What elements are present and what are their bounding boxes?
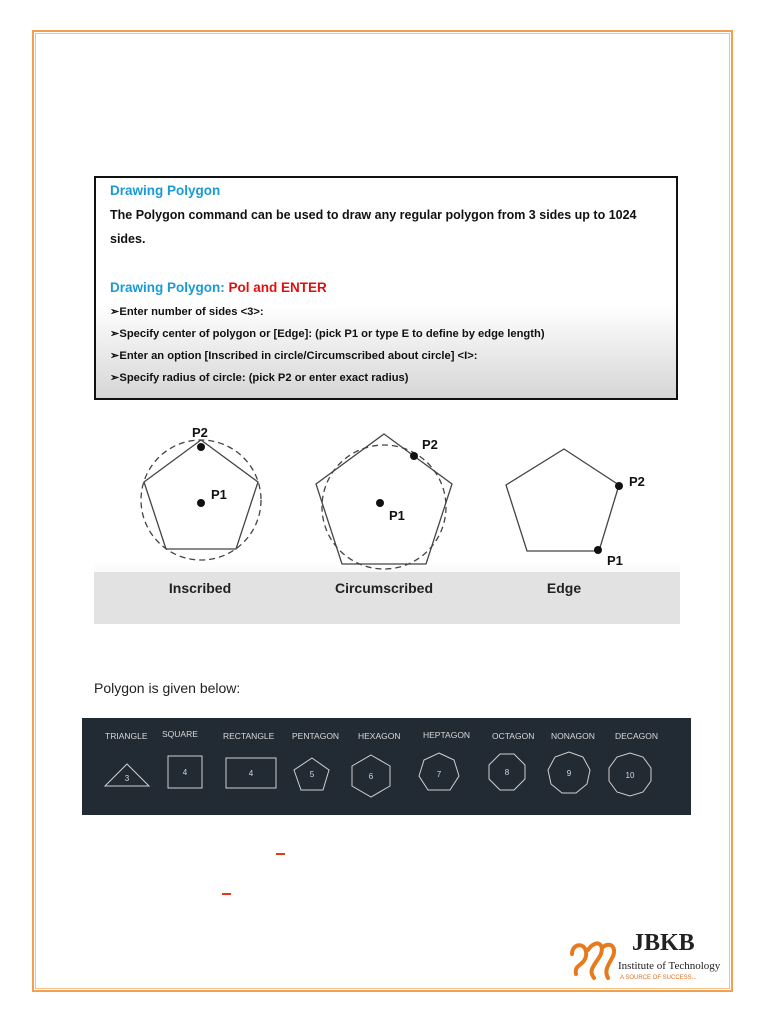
instruction-paragraph: The Polygon command can be used to draw any regular polygon from 3 sides up to 1024 sides. xyxy=(110,208,637,246)
jbkb-logo-mark-icon xyxy=(566,930,620,984)
command-pol: Pol and xyxy=(228,280,278,295)
inscribed-label: Inscribed xyxy=(168,580,232,596)
command-heading xyxy=(110,280,327,295)
triangle-name: TRIANGLE xyxy=(105,731,148,741)
edge-p2-point xyxy=(615,482,623,490)
command-enter: ENTER xyxy=(281,280,327,295)
rectangle-name: RECTANGLE xyxy=(223,731,275,741)
instruction-box xyxy=(94,176,678,400)
polygon-types-strip xyxy=(82,718,691,815)
octagon-number: 8 xyxy=(504,768,510,777)
circumscribed-p1-point xyxy=(376,499,384,507)
nonagon-number: 9 xyxy=(566,769,572,778)
circumscribed-p1-label: P1 xyxy=(389,508,405,523)
command-heading-prefix: Drawing Polygon: xyxy=(110,280,225,295)
step-item: ➢Specify center of polygon or [Edge]: (pick P1 or type E to define by edge length) xyxy=(110,328,545,340)
jbkb-logo xyxy=(566,930,726,984)
nonagon-name: NONAGON xyxy=(551,731,595,741)
edge-label: Edge xyxy=(546,580,582,596)
instruction-heading: Drawing Polygon xyxy=(110,183,221,198)
triangle-number: 3 xyxy=(124,774,130,783)
logo-tagline: A SOURCE OF SUCCESS... xyxy=(620,975,697,981)
circumscribed-p2-point xyxy=(410,452,418,460)
edge-p1-point xyxy=(594,546,602,554)
rectangle-number: 4 xyxy=(248,769,254,778)
inscribed-p1-label: P1 xyxy=(211,487,227,502)
step-item: ➢Enter an option [Inscribed in circle/Circumscribed about circle] <I>: xyxy=(110,350,478,362)
pentagon-name: PENTAGON xyxy=(292,731,340,741)
inscribed-p1-point xyxy=(197,499,205,507)
square-name: SQUARE xyxy=(162,729,198,739)
decagon-number: 10 xyxy=(625,771,635,780)
octagon-name: OCTAGON xyxy=(492,731,535,741)
circumscribed-label: Circumscribed xyxy=(334,580,434,596)
square-number: 4 xyxy=(182,768,188,777)
inscribed-p2-label: P2 xyxy=(192,425,208,440)
hexagon-number: 6 xyxy=(368,772,374,781)
pentagon-number: 5 xyxy=(309,770,315,779)
step-item: ➢Specify radius of circle: (pick P2 or enter exact radius) xyxy=(110,372,409,384)
polygon-caption: Polygon is given below: xyxy=(94,680,241,696)
edge-p1-label: P1 xyxy=(607,553,623,568)
polygon-method-diagram xyxy=(94,412,680,624)
heptagon-name: HEPTAGON xyxy=(423,730,471,740)
red-dash-mark xyxy=(222,893,231,895)
step-item: ➢Enter number of sides <3>: xyxy=(110,306,264,318)
logo-name: JBKB xyxy=(632,930,695,956)
circumscribed-p2-label: P2 xyxy=(422,437,438,452)
edge-p2-label: P2 xyxy=(629,474,645,489)
inscribed-p2-point xyxy=(197,443,205,451)
red-dash-mark xyxy=(276,853,285,855)
hexagon-name: HEXAGON xyxy=(358,731,401,741)
logo-institute: Institute of Technology xyxy=(618,960,721,972)
decagon-name: DECAGON xyxy=(615,731,658,741)
heptagon-number: 7 xyxy=(436,770,442,779)
